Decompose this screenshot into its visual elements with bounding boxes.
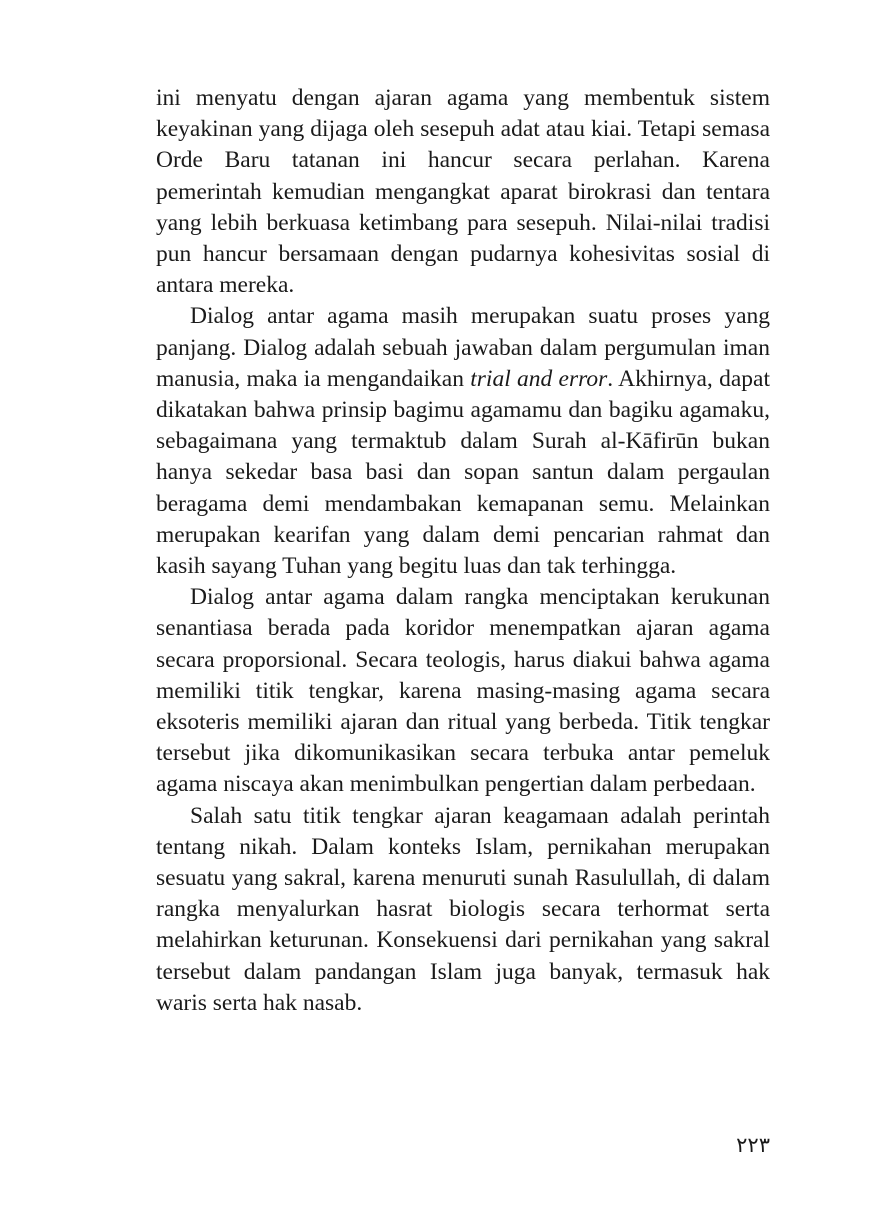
paragraph-3: Dialog antar agama dalam rangka menciptakan kerukunan senantiasa berada pada koridor menempatkan ajaran agama secara proporsional. Secara teologis, harus diakui bahwa agama memiliki titik tengkar, karena masing-masing agama secara eksoteris memiliki ajaran dan ritual yang berbeda. Titik tengkar tersebut jika dikomunikasikan secara terbuka antar pemeluk agama niscaya akan menimbulkan pengertian dalam perbedaan. [156,584,770,798]
paragraph-2 [156,301,770,582]
paragraph-4: Salah satu titik tengkar ajaran keagamaan adalah perintah tentang nikah. Dalam konteks Islam, pernikahan merupakan sesuatu yang sakral, karena menuruti sunah Rasulullah, di dalam rangka menyalurkan hasrat biologis secara terhormat serta melahirkan keturunan. Konsekuensi dari pernikahan yang sakral tersebut dalam pandangan Islam juga banyak, termasuk hak waris serta hak nasab. [156,802,770,1016]
page-number: ٢٢٣ [736,1133,770,1157]
paragraph-2-end: . Akhirnya, dapat dikatakan bahwa prinsip bagimu agamamu dan bagiku agamaku, sebagaimana yang termaktub dalam Surah al-Kāfirūn bukan hanya sekedar basa basi dan sopan santun dalam pergaulan beragama demi mendambakan kemapanan semu. Melainkan merupakan kearifan yang dalam demi pencarian rahmat dan kasih sayang Tuhan yang begitu luas dan tak terhingga. [156,365,770,580]
body-text [156,83,770,1019]
italic-phrase: trial and error [470,365,608,392]
paragraph-2-start: Dialog antar agama masih merupakan suatu proses yang panjang. Dialog adalah sebuah jawaban dalam pergumulan iman manusia, maka ia mengandaikan [156,303,770,392]
paragraph-1: ini menyatu dengan ajaran agama yang membentuk sistem keyakinan yang dijaga oleh sesepuh adat atau kiai. Tetapi semasa Orde Baru tatanan ini hancur secara perlahan. Karena pemerintah kemudian mengangkat aparat birokrasi dan tentara yang lebih berkuasa ketimbang para sesepuh. Nilai-nilai tradisi pun hancur bersamaan dengan pudarnya kohesivitas sosial di antara mereka. [156,85,770,299]
